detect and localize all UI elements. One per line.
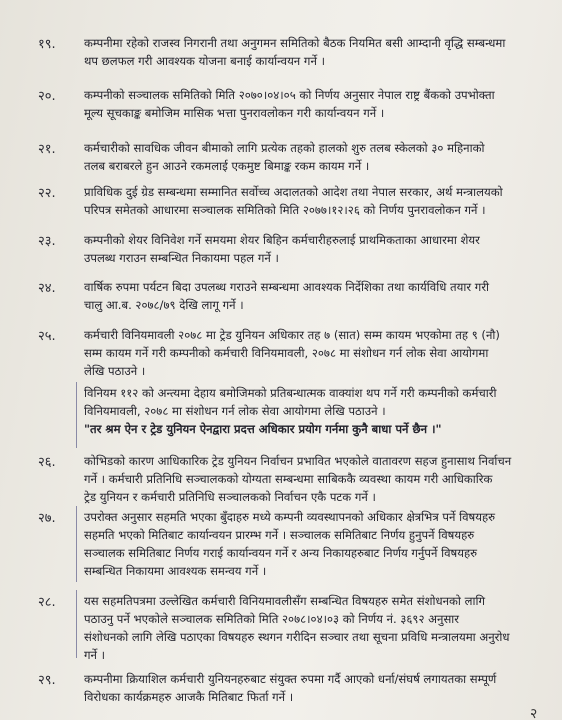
text-line: थप छलफल गरी आवश्यक योजना बनाई कार्यान्वयन गर्ने । [84,54,325,68]
text-line: गर्ने । कर्मचारी प्रतिनिधि सञ्चालकको योग्यता सम्बन्धमा साबिककै व्यवस्था कायम गरी आधिकारिक [84,472,493,486]
text-line: सहमति भएको मितिबाट कार्यान्वयन प्रारम्भ गर्ने । सञ्चालक समितिबाट निर्णय हुनुपर्ने विषयहरु [84,528,475,542]
text-line: विनियम ११२ को अन्त्यमा देहाय बमोजिमको प्रतिबन्धात्मक वाक्यांश थप गर्ने गरी कम्पनीको कर्मचारी [84,386,497,400]
clause-text [84,508,556,580]
text-line: यस सहमतिपत्रमा उल्लेखित कर्मचारी विनियमावलीसँग सम्बन्धित विषयहरु समेत संशोधनको लागि [84,594,486,608]
text-line: ट्रेड युनियन र कर्मचारी प्रतिनिधि सञ्चालकको निर्वाचन एकै पटक गर्ने । [84,490,376,504]
text-line: कम्पनीमा रहेको राजस्व निगरानी तथा अनुगमन समितिको बैठक नियमित बसी आम्दानी वृद्धि सम्बन्धमा [84,36,506,50]
text-line: प्राविधिक दुई ग्रेड सम्बन्धमा सम्मानित सर्वोच्च अदालतको आदेश तथा नेपाल सरकार, अर्थ मन्त्रालयको [84,185,503,199]
text-line: कोभिडको कारण आधिकारिक ट्रेड युनियन निर्वाचन प्रभावित भएकोले वातावरण सहज हुनासाथ निर्वाचन [84,454,512,468]
text-line: कर्मचारीको सावधिक जीवन बीमाको लागि प्रत्येक तहको हालको शुरु तलब स्केलको ३० महिनाको [84,141,485,155]
clause-text [84,278,556,314]
clause-number: २९. [38,673,56,688]
quoted-provision: "तर श्रम ऐन र ट्रेड युनियन ऐनद्वारा प्रदत्त अधिकार प्रयोग गर्नमा कुनै बाधा पर्ने छैन ।" [84,422,442,436]
clause-number: २५. [38,329,56,344]
clause-text [84,326,556,380]
text-line: विनियमावली, २०७८ मा संशोधन गर्न लोक सेवा आयोगमा लेखि पठाउने । [84,404,386,418]
margin-bracket [76,506,77,582]
text-line: परिपत्र समेतको आधारमा सञ्चालक समितिको मिति २०७७।१२।२६ को निर्णय पुनरावलोकन गर्ने । [84,203,486,217]
text-line: मूल्य सूचकाङ्क बमोजिम मासिक भत्ता पुनरावलोकन गरी कार्यान्वयन गर्ने । [84,106,385,120]
clause-text [84,452,556,506]
text-line: वार्षिक रुपमा पर्यटन बिदा उपलब्ध गराउने सम्बन्धमा आवश्यक निर्देशिका तथा कार्यविधि तयार गरी [84,280,490,294]
clause-number: २८. [38,595,56,610]
clause-text [84,139,556,175]
clause-number: २६. [38,455,56,470]
clause-number: २७. [38,511,56,526]
margin-bracket [76,590,77,658]
clause-text [84,183,556,219]
clause-number: २३. [38,234,56,249]
text-line: पठाउनु पर्ने भएकोले सञ्चालक समितिको मिति २०७८।०४।०३ को निर्णय नं. ३६९२ अनुसार [84,612,460,626]
text-line: कर्मचारी विनियमावली २०७८ मा ट्रेड युनियन अधिकार तह ७ (सात) सम्म कायम भएकोमा तह ९ (नौ) [84,328,500,342]
text-line: सञ्चालक समितिबाट निर्णय गराई कार्यान्वयन गर्ने र अन्य निकायहरुबाट निर्णय गर्नुपर्ने विषयहरु [84,546,478,560]
clause-number: २२. [38,186,56,201]
clause-text [84,384,556,438]
clause-number: २४. [38,281,56,296]
handwritten-mark: २ [530,706,538,720]
text-line: सम्बन्धित निकायमा आवश्यक समन्वय गर्ने । [84,564,267,578]
text-line: गर्ने । [84,648,106,662]
clause-number: २१. [38,142,56,157]
text-line: कम्पनीको शेयर विनिवेश गर्ने समयमा शेयर बिहिन कर्मचारीहरुलाई प्राथमिकताका आधारमा शेयर [84,233,480,247]
clause-text [84,34,556,70]
clause-text [84,592,556,664]
clause-text [84,231,556,267]
text-line: संशोधनको लागि लेखि पठाएका विषयहरु स्थगन गरीदिन सञ्चार तथा सूचना प्रविधि मन्त्रालयमा अनुरोध [84,630,510,644]
text-line: कम्पनीको सञ्चालक समितिको मिति २०७०।०४।०५ को निर्णय अनुसार नेपाल राष्ट्र बैंकको उपभोक्ता [84,88,495,102]
clause-text [84,670,556,706]
clause-number: २०. [38,89,56,104]
text-line: कम्पनीमा क्रियाशिल कर्मचारी युनियनहरुबाट संयुक्त रुपमा गर्दै आएको धर्ना/संघर्ष लगायतका सम्पूर्ण [84,672,497,686]
text-line: विरोधका कार्यक्रमहरु आजकै मितिबाट फिर्ता गर्ने । [84,690,294,704]
text-line: उपलब्ध गराउन सम्बन्धित निकायमा पहल गर्ने । [84,251,279,265]
text-line: सम्म कायम गर्ने गरी कम्पनीको कर्मचारी विनियमावली, २०७८ मा संशोधन गर्न लोक सेवा आयोगमा [84,346,489,360]
text-line: चालु आ.ब. २०७८/७९ देखि लागू गर्ने । [84,298,244,312]
margin-bracket [76,382,77,448]
clause-text [84,86,556,122]
text-line: उपरोक्त अनुसार सहमति भएका बुँदाहरु मध्ये कम्पनी व्यवस्थापनको अधिकार क्षेत्रभित्र पर्ने विषयहरु [84,510,496,524]
text-line: लेखि पठाउने । [84,364,146,378]
clause-number: १९. [38,37,56,52]
text-line: तलब बराबरले हुन आउने रकमलाई एकमुष्ट बिमाङ्क रकम कायम गर्ने । [84,159,370,173]
